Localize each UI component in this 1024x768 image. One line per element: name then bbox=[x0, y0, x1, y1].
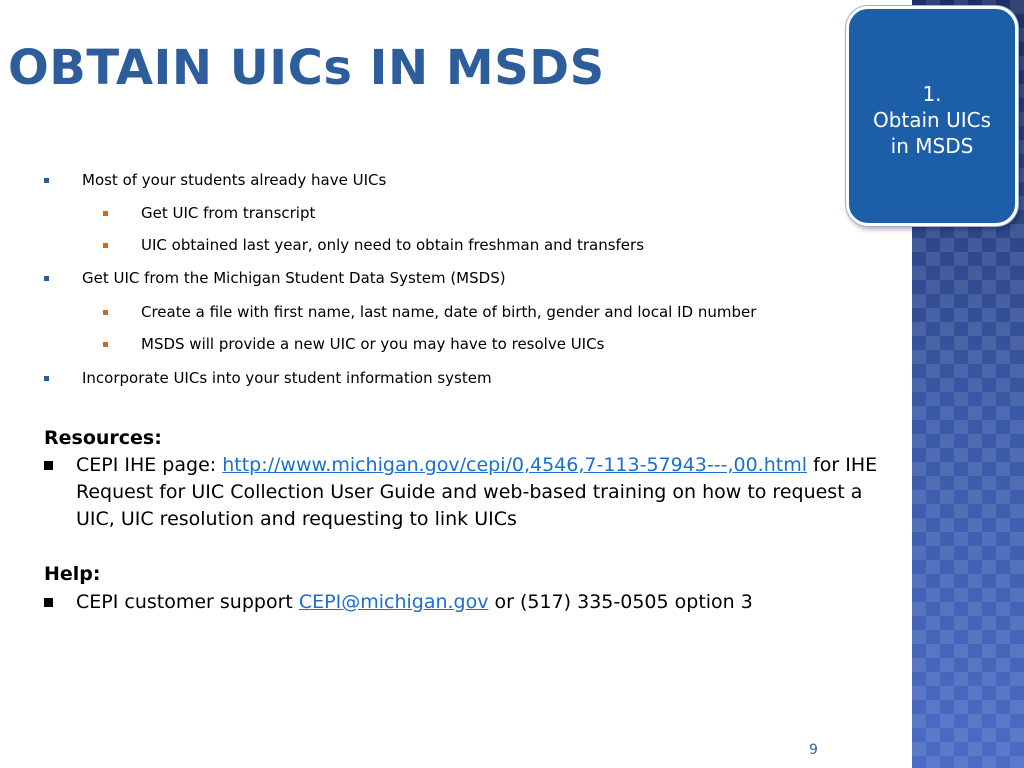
resources-heading: Resources: bbox=[44, 427, 162, 449]
sub-bullet-item bbox=[141, 335, 604, 353]
resources-item bbox=[76, 452, 896, 533]
sub-bullet-marker bbox=[103, 310, 108, 315]
bullet-text: Get UIC from the Michigan Student Data System (MSDS) bbox=[82, 269, 506, 287]
bullet-item bbox=[82, 269, 506, 287]
step-label-line2: in MSDS bbox=[890, 134, 974, 158]
bullet-text: Most of your students already have UICs bbox=[82, 171, 387, 189]
square-bullet bbox=[44, 598, 53, 607]
sub-bullet-text: MSDS will provide a new UIC or you may have to resolve UICs bbox=[141, 335, 605, 353]
resources-prefix: CEPI IHE page: bbox=[76, 454, 223, 476]
step-label-line1: Obtain UICs bbox=[872, 108, 992, 132]
sub-bullet-marker bbox=[103, 243, 108, 248]
bullet-marker bbox=[44, 276, 49, 281]
sub-bullet-marker bbox=[103, 342, 108, 347]
slide-title: OBTAIN UICs IN MSDS bbox=[8, 40, 605, 96]
bullet-text: Incorporate UICs into your student information system bbox=[82, 369, 492, 387]
cepi-email-link[interactable]: CEPI@michigan.gov bbox=[298, 591, 489, 613]
square-bullet bbox=[44, 461, 53, 470]
sub-bullet-item bbox=[141, 303, 756, 321]
page-number: 9 bbox=[809, 742, 818, 758]
help-suffix: or (517) 335-0505 option 3 bbox=[488, 591, 753, 613]
bullet-item bbox=[82, 171, 386, 189]
cepi-ihe-link[interactable]: http://www.michigan.gov/cepi/0,4546,7-113-57943---,00.html bbox=[222, 454, 808, 476]
sub-bullet-marker bbox=[103, 211, 108, 216]
bullet-marker bbox=[44, 178, 49, 183]
sub-bullet-text: Create a file with first name, last name, date of birth, gender and local ID number bbox=[141, 303, 757, 321]
bullet-marker bbox=[44, 376, 49, 381]
sub-bullet-text: Get UIC from transcript bbox=[141, 204, 316, 222]
step-badge bbox=[846, 6, 1018, 226]
bullet-item bbox=[82, 369, 492, 387]
sub-bullet-item bbox=[141, 236, 644, 254]
help-heading: Help: bbox=[44, 563, 101, 585]
help-item bbox=[76, 589, 896, 616]
sub-bullet-text: UIC obtained last year, only need to obtain freshman and transfers bbox=[141, 236, 645, 254]
step-number: 1. bbox=[922, 82, 942, 106]
help-prefix: CEPI customer support bbox=[76, 591, 299, 613]
sub-bullet-item bbox=[141, 204, 315, 222]
resources-suffix: for IHE Request for UIC Collection User Guide and web-based training on how to request a UIC, UIC resolution and requesting to link UICs bbox=[76, 454, 878, 530]
